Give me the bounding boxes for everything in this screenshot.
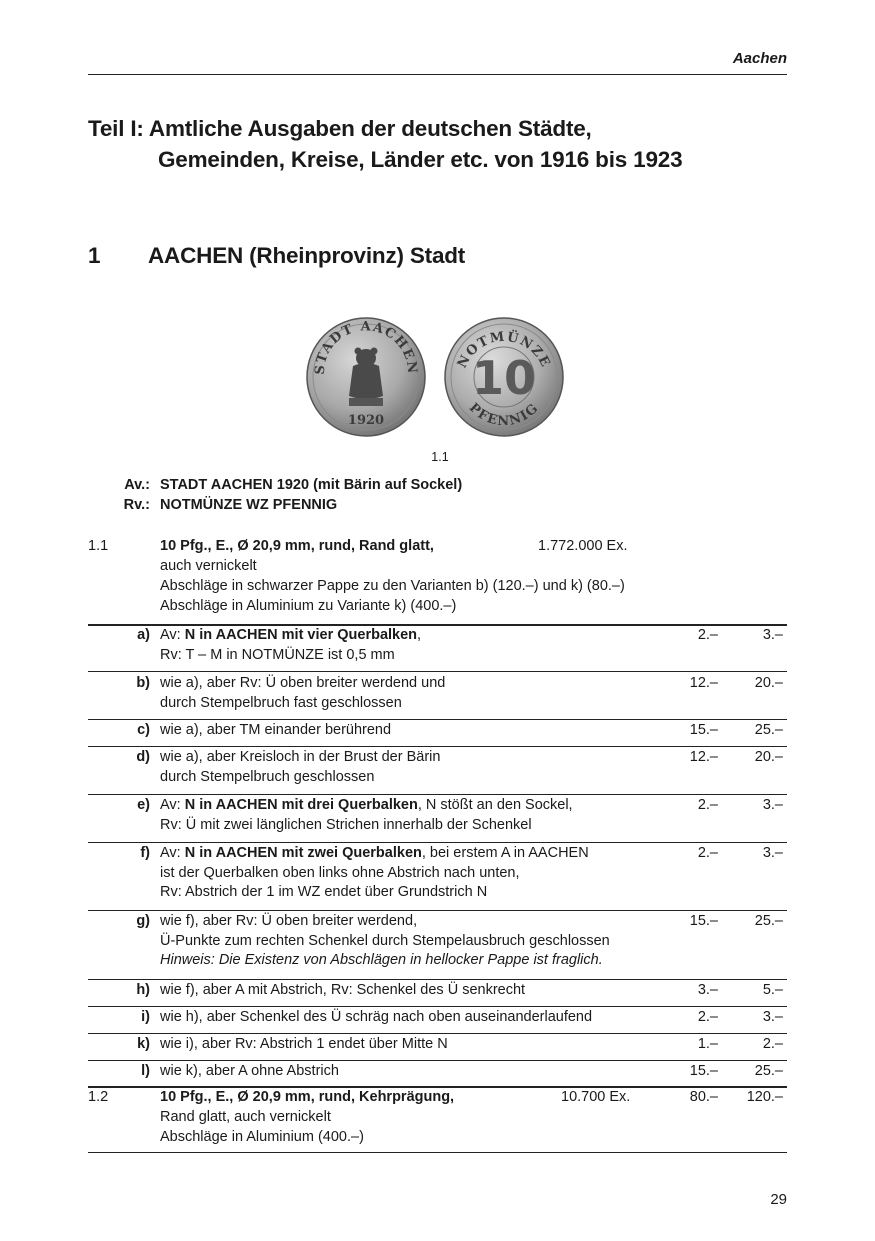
header-rule bbox=[88, 74, 787, 75]
variant-label: c) bbox=[137, 722, 150, 738]
obverse-description bbox=[0, 476, 875, 495]
part-title-line-1: Teil I: Amtliche Ausgaben der deutschen Städte, bbox=[88, 116, 592, 141]
price-1: 15.– bbox=[689, 1063, 718, 1079]
variant-text-line: ist der Querbalken oben links ohne Abstrich nach unten, bbox=[160, 864, 520, 881]
part-title-line-2: Gemeinden, Kreise, Länder etc. von 1916 bis 1923 bbox=[158, 147, 683, 172]
table-rule bbox=[88, 1060, 787, 1061]
variant-text-line: durch Stempelbruch fast geschlossen bbox=[160, 694, 402, 711]
variant-text-line: durch Stempelbruch geschlossen bbox=[160, 768, 375, 785]
coin-reverse-legend-bottom: PFENNIG bbox=[465, 400, 543, 430]
variant-label: h) bbox=[136, 982, 150, 998]
variant-text: Av: bbox=[160, 627, 185, 643]
variant-text-line: Rv: Ü mit zwei länglichen Strichen innerhalb der Schenkel bbox=[160, 816, 532, 833]
entry-line: Abschläge in Aluminium zu Variante k) (400.–) bbox=[160, 598, 457, 614]
entry-title: 10 Pfg., E., Ø 20,9 mm, rund, Kehrprägung, bbox=[160, 1089, 455, 1105]
variant-label: f) bbox=[140, 845, 150, 861]
table-rule bbox=[88, 842, 787, 843]
entry-line: Abschläge in Aluminium (400.–) bbox=[160, 1129, 364, 1145]
price-1: 2.– bbox=[697, 1009, 718, 1025]
table-rule bbox=[88, 671, 787, 672]
running-head: Aachen bbox=[732, 50, 787, 67]
variant-text: , N stößt an den Sockel, bbox=[417, 797, 573, 813]
variant-text: wie h), aber Schenkel des Ü schräg nach oben auseinanderlaufend bbox=[160, 1009, 593, 1025]
variant-text: wie a), aber Kreisloch in der Brust der Bärin bbox=[160, 749, 441, 765]
variant-text: wie a), aber TM einander berührend bbox=[160, 722, 392, 738]
price-2: 5.– bbox=[762, 982, 783, 998]
price-1: 3.– bbox=[697, 982, 718, 998]
price-2: 2.– bbox=[762, 1036, 783, 1052]
table-rule bbox=[88, 979, 787, 980]
variant-label: i) bbox=[141, 1009, 150, 1025]
table-rule bbox=[88, 1006, 787, 1007]
price-2: 25.– bbox=[754, 913, 783, 929]
variant-label: a) bbox=[137, 627, 150, 643]
coin-caption: 1.1 bbox=[431, 450, 449, 464]
price-2: 120.– bbox=[746, 1089, 783, 1105]
variant-description bbox=[160, 1062, 690, 1082]
entry-line: Rand glatt, auch vernickelt bbox=[160, 1109, 331, 1125]
variant-text: wie f), aber Rv: Ü oben breiter werdend, bbox=[160, 913, 418, 929]
price-2: 25.– bbox=[754, 1063, 783, 1079]
coin-obverse-legend: STADT AACHEN bbox=[312, 319, 420, 376]
table-rule bbox=[88, 1033, 787, 1034]
variant-description bbox=[160, 674, 690, 713]
reverse-label: Rv.: bbox=[123, 497, 150, 513]
price-1: 15.– bbox=[689, 722, 718, 738]
variant-description bbox=[160, 796, 690, 835]
variant-description bbox=[160, 721, 690, 741]
price-2: 3.– bbox=[762, 1009, 783, 1025]
variant-label: g) bbox=[136, 913, 150, 929]
variant-label: d) bbox=[136, 749, 150, 765]
catalog-entry-1-2 bbox=[0, 1088, 875, 1150]
price-2: 20.– bbox=[754, 749, 783, 765]
variant-description bbox=[160, 844, 690, 903]
variant-text-bold: N in AACHEN mit drei Querbalken bbox=[184, 797, 418, 813]
entry-title: 10 Pfg., E., Ø 20,9 mm, rund, Rand glatt, bbox=[160, 538, 434, 554]
price-1: 2.– bbox=[697, 627, 718, 643]
entry-line: Abschläge in schwarzer Pappe zu den Varianten b) (120.–) und k) (80.–) bbox=[160, 578, 625, 594]
variant-label: k) bbox=[137, 1036, 150, 1052]
variant-description bbox=[160, 981, 690, 1001]
variant-text: , bei erstem A in AACHEN bbox=[421, 845, 589, 861]
variant-text: Av: bbox=[160, 797, 185, 813]
table-rule bbox=[88, 719, 787, 720]
obverse-text: STADT AACHEN 1920 (mit Bärin auf Sockel) bbox=[160, 477, 463, 493]
entry-mintage: 10.700 Ex. bbox=[561, 1089, 631, 1105]
variant-text-bold: N in AACHEN mit zwei Querbalken bbox=[184, 845, 422, 861]
variant-label: l) bbox=[141, 1063, 150, 1079]
obverse-label: Av.: bbox=[124, 477, 150, 493]
price-1: 12.– bbox=[689, 749, 718, 765]
reverse-description bbox=[0, 496, 875, 515]
reverse-text: NOTMÜNZE WZ PFENNIG bbox=[160, 497, 338, 513]
price-1: 80.– bbox=[689, 1089, 718, 1105]
price-2: 3.– bbox=[762, 797, 783, 813]
variant-note: Hinweis: Die Existenz von Abschlägen in hellocker Pappe ist fraglich. bbox=[160, 952, 603, 968]
variant-text: wie k), aber A ohne Abstrich bbox=[160, 1063, 339, 1079]
table-rule bbox=[88, 746, 787, 747]
entry-number: 1.2 bbox=[88, 1089, 109, 1105]
table-bottom-rule bbox=[88, 1152, 787, 1153]
table-rule bbox=[88, 910, 787, 911]
variant-text: , bbox=[417, 627, 422, 643]
coin-obverse-image bbox=[305, 316, 427, 438]
entry-mintage: 1.772.000 Ex. bbox=[538, 538, 628, 554]
variant-description bbox=[160, 626, 690, 665]
variant-label: e) bbox=[137, 797, 150, 813]
variant-description bbox=[160, 1035, 690, 1055]
variant-description bbox=[160, 1008, 690, 1028]
catalog-entry-1-1 bbox=[0, 537, 875, 619]
price-2: 20.– bbox=[754, 675, 783, 691]
section-number: 1 bbox=[88, 243, 101, 268]
entry-number: 1.1 bbox=[88, 538, 109, 554]
variant-text: wie f), aber A mit Abstrich, Rv: Schenkel des Ü senkrecht bbox=[160, 982, 526, 998]
variant-label: b) bbox=[136, 675, 150, 691]
variant-description bbox=[160, 912, 690, 971]
coin-reverse-legend-top: NOTMÜNZE bbox=[454, 329, 554, 371]
section-title: AACHEN (Rheinprovinz) Stadt bbox=[148, 243, 466, 268]
price-1: 1.– bbox=[697, 1036, 718, 1052]
table-rule bbox=[88, 794, 787, 795]
variant-description bbox=[160, 748, 690, 787]
variant-text: wie i), aber Rv: Abstrich 1 endet über Mitte N bbox=[160, 1036, 448, 1052]
variant-text-line: Rv: Abstrich der 1 im WZ endet über Grundstrich N bbox=[160, 884, 488, 900]
variant-text-bold: N in AACHEN mit vier Querbalken bbox=[184, 627, 418, 643]
variant-text: wie a), aber Rv: Ü oben breiter werdend und bbox=[160, 675, 446, 691]
coin-reverse-image bbox=[443, 316, 565, 438]
price-1: 15.– bbox=[689, 913, 718, 929]
entry-line: auch vernickelt bbox=[160, 558, 257, 574]
price-2: 3.– bbox=[762, 627, 783, 643]
price-1: 2.– bbox=[697, 845, 718, 861]
price-1: 12.– bbox=[689, 675, 718, 691]
part-title bbox=[88, 113, 682, 175]
coin-obverse-year: 1920 bbox=[347, 413, 385, 428]
page-number: 29 bbox=[770, 1191, 787, 1208]
coin-reverse-value: 10 bbox=[471, 351, 537, 405]
price-2: 3.– bbox=[762, 845, 783, 861]
variant-text-line: Rv: T – M in NOTMÜNZE ist 0,5 mm bbox=[160, 646, 395, 663]
variant-text-line: Ü-Punkte zum rechten Schenkel durch Stempelausbruch geschlossen bbox=[160, 932, 610, 949]
variant-text: Av: bbox=[160, 845, 185, 861]
price-1: 2.– bbox=[697, 797, 718, 813]
price-2: 25.– bbox=[754, 722, 783, 738]
